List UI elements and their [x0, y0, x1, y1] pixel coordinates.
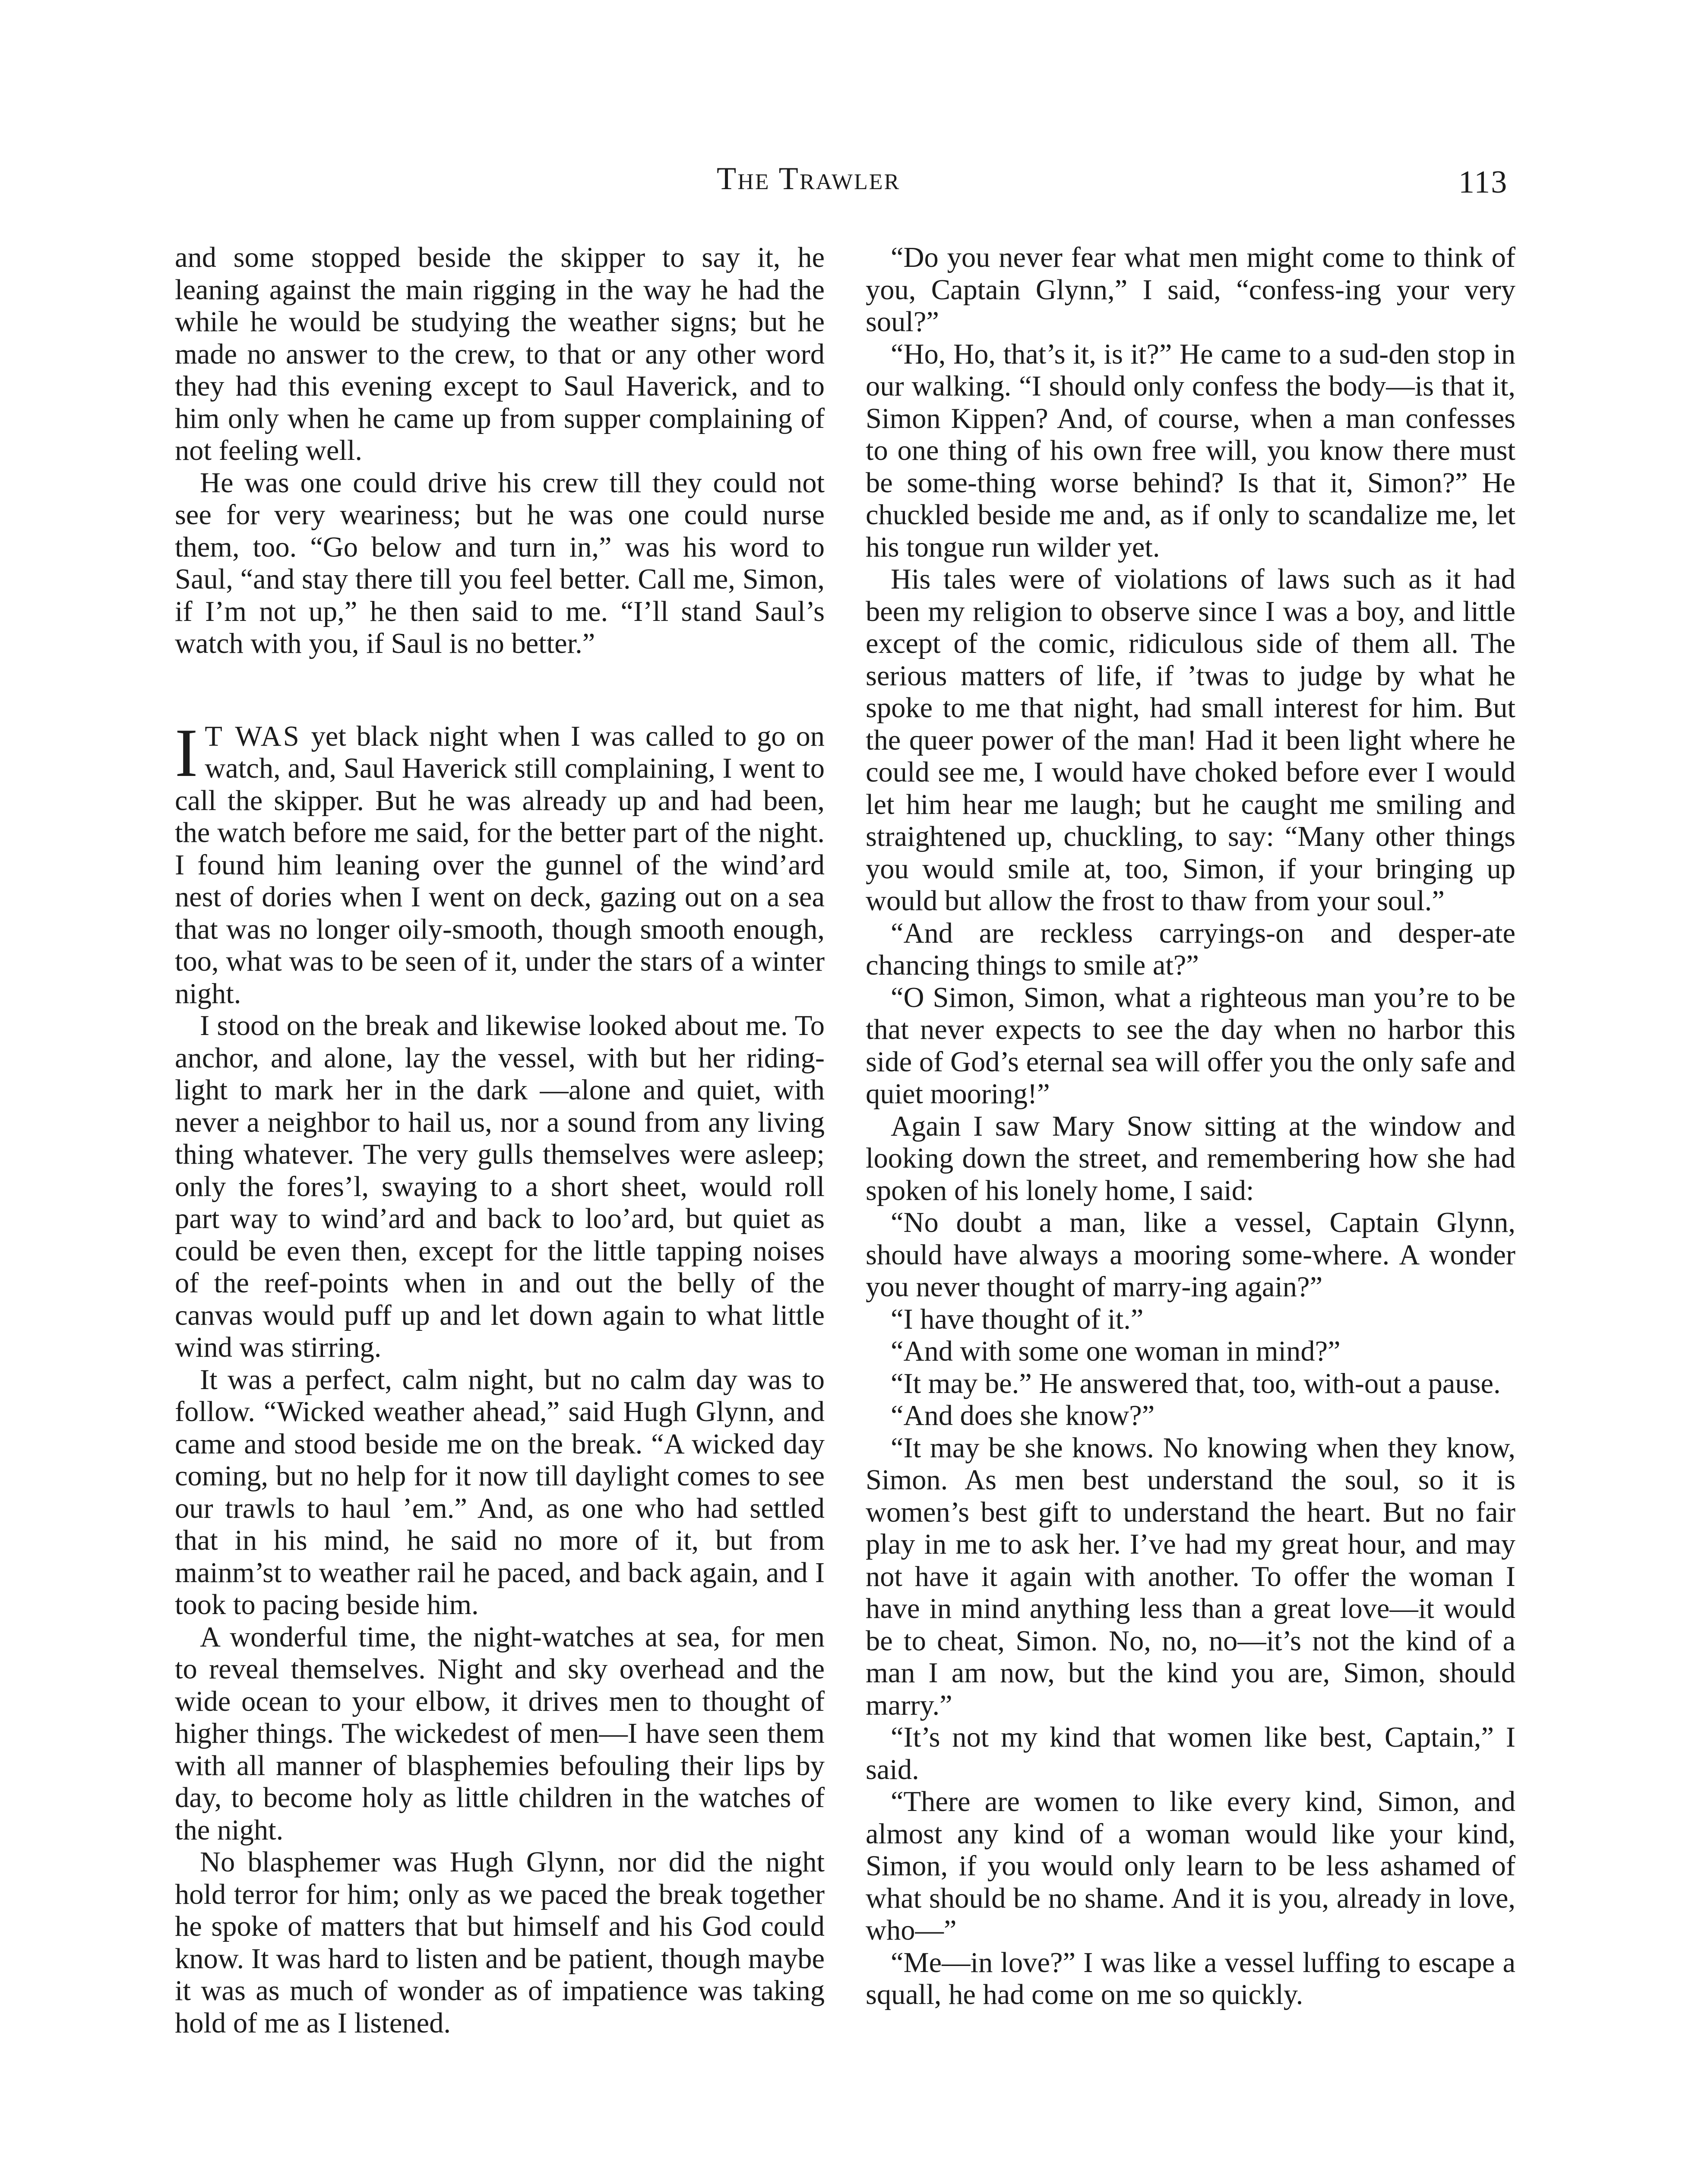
right-column — [866, 242, 1515, 2011]
paragraph-text: yet black night when I was called to go on watch, and, Saul Haverick still complaining, I went to call the skipper. But he was already up and had been, the watch before me said, for the better part of the night. I found him leaning over the gunnel of the wind’ard nest of dories when I went on deck, gazing out on a sea that was no longer oily-smooth, though smooth enough, too, what was to be seen of it, under the stars of a winter night. — [175, 720, 825, 1010]
paragraph: “And does she know?” — [891, 1400, 1155, 1431]
drop-cap: I — [175, 714, 198, 791]
paragraph: “And with some one woman in mind?” — [891, 1336, 1341, 1367]
paragraph: Again I saw Mary Snow sitting at the window and looking down the street, and remembering how she had spoken of his lonely home, I said: — [866, 1110, 1515, 1206]
paragraph: “Ho, Ho, that’s it, is it?” He came to a sud-den stop in our walking. “I should only confess the body—is that it, Simon Kippen? And, of course, when a man confesses to one thing of his own free will, you know there must be some-thing worse behind? Is that it, Simon?” He chuckled beside me and, as if only to scandalize me, let his tongue run wilder yet. — [866, 338, 1515, 563]
paragraph: “There are women to like every kind, Simon, and almost any kind of a woman would like your kind, Simon, if you would only learn to be less ashamed of what should be no shame. And it is you, already in love, who—” — [866, 1786, 1515, 1946]
page-number: 113 — [1458, 165, 1508, 200]
paragraph: He was one could drive his crew till they could not see for very weariness; but he was one could nurse them, too. “Go below and turn in,” was his word to Saul, “and stay there till you feel better. Call me, Simon, if I’m not up,” he then said to me. “I’ll stand Saul’s watch with you, if Saul is no better.” — [175, 467, 825, 659]
paragraph: “It may be.” He answered that, too, with-out a pause. — [891, 1368, 1501, 1399]
section-opening-paragraph — [175, 714, 825, 1010]
paragraph: “It’s not my kind that women like best, Captain,” I said. — [866, 1722, 1515, 1785]
paragraph: “Me—in love?” I was like a vessel luffing to escape a squall, he had come on me so quickly. — [866, 1947, 1515, 2010]
paragraph: It was a perfect, calm night, but no calm day was to follow. “Wicked weather ahead,” said Hugh Glynn, and came and stood beside me on the break. “A wicked day coming, but no help for it now till daylight comes to see our trawls to haul ’em.” And, as one who had settled that in his mind, he said no more of it, but from mainm’st to weather rail he paced, and back again, and I took to pacing beside him. — [175, 1364, 825, 1621]
lead-in-text: T WAS — [205, 720, 301, 752]
paragraph: “It may be she knows. No knowing when they know, Simon. As men best understand the soul, so it is women’s best gift to understand the heart. But no fair play in me to ask her. I’ve had my great hour, and may not have it again with another. To offer the woman I have in mind anything less than a great love—it would be to cheat, Simon. No, no, no—it’s not the kind of a man I am now, but the kind you are, Simon, should marry.” — [866, 1432, 1515, 1721]
paragraph: I stood on the break and likewise looked about me. To anchor, and alone, lay the vessel, with but her riding-light to mark her in the dark —alone and quiet, with never a neighbor to hail us, nor a sound from any living thing whatever. The very gulls themselves were asleep; only the fores’l, swaying to a short sheet, would roll part way to wind’ard and back to loo’ard, but quiet as could be even then, except for the little tapping noises of the reef-points when in and out the belly of the canvas would puff up and let down again to what little wind was stirring. — [175, 1010, 825, 1363]
paragraph: “O Simon, Simon, what a righteous man you’re to be that never expects to see the day when no harbor this side of God’s eternal sea will offer you the only safe and quiet mooring!” — [866, 981, 1515, 1110]
paragraph: “And are reckless carryings-on and desper-ate chancing things to smile at?” — [866, 917, 1515, 981]
paragraph: “I have thought of it.” — [891, 1303, 1144, 1335]
paragraph: “Do you never fear what men might come to think of you, Captain Glynn,” I said, “confess-ing your very soul?” — [866, 242, 1515, 338]
paragraph: A wonderful time, the night-watches at sea, for men to reveal themselves. Night and sky overhead and the wide ocean to your elbow, it drives men to thought of higher things. The wickedest of men—I have seen them with all manner of blasphemies befouling their lips by day, to become holy as little children in the watches of the night. — [175, 1621, 825, 1846]
paragraph: His tales were of violations of laws such as it had been my religion to observe since I was a boy, and little except of the comic, ridiculous side of them all. The serious matters of life, if ’twas to judge by what he spoke to me that night, had small interest for him. But the queer power of the man! Had it been light where he could see me, I would have choked before ever I would let him hear me laugh; but he caught me smiling and straightened up, chuckling, to say: “Many other things you would smile at, too, Simon, if your bringing up would but allow the frost to thaw from your soul.” — [866, 563, 1515, 917]
paragraph: “No doubt a man, like a vessel, Captain Glynn, should have always a mooring some-where. A wonder you never thought of marry-ing again?” — [866, 1207, 1515, 1303]
paragraph: and some stopped beside the skipper to say it, he leaning against the main rigging in the way he had the while he would be studying the weather signs; but he made no answer to the crew, to that or any other word they had this evening except to Saul Haverick, and to him only when he came up from supper complaining of not feeling well. — [175, 242, 825, 466]
left-column — [175, 242, 825, 2039]
running-title: The Trawler — [717, 161, 901, 196]
paragraph: No blasphemer was Hugh Glynn, nor did the night hold terror for him; only as we paced the break together he spoke of matters that but himself and his God could know. It was hard to listen and be patient, though maybe it was as much of wonder as of impatience was taking hold of me as I listened. — [175, 1846, 825, 2039]
